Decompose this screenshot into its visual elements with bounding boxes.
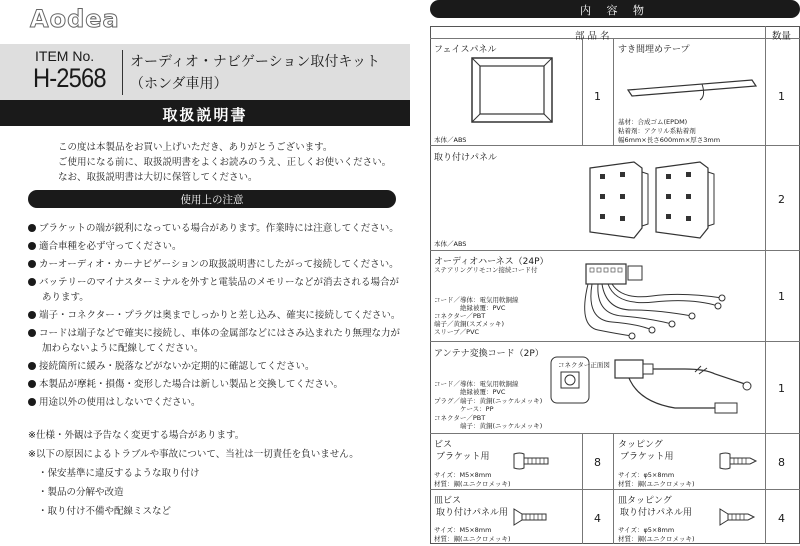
caution-item (28, 376, 343, 390)
part-name: 皿タッピング (618, 496, 672, 506)
part-quantity: 1 (778, 382, 785, 395)
table-line (430, 250, 800, 251)
caution-text: 端子・コネクター・プラグは奥までしっかりと差し込み、確実に接続してください。 (39, 310, 401, 321)
harness-spec: 絶縁被覆：PVC (434, 304, 506, 312)
item-code: H-2568 (33, 63, 106, 93)
connector-callout: コネクター正面図 (558, 361, 610, 369)
antenna-spec: プラグ／端子：黄銅(ニッケルメッキ) (434, 397, 543, 405)
flat-tapping-screw-image (718, 508, 758, 526)
column-header-quantity: 数量 (772, 31, 792, 42)
part-subname: ブラケット用 (436, 452, 490, 462)
brand-logo: Aodea (30, 5, 120, 33)
caution-item (28, 238, 182, 252)
part-size: サイズ：φ5×8mm (618, 526, 675, 534)
caution-item (28, 256, 399, 270)
caution-item (28, 325, 400, 339)
table-line (430, 489, 800, 490)
caution-text: ブラケットの端が鋭利になっている場合があります。作業時には注意してください。 (39, 223, 399, 234)
intro-line: この度は本製品をお買い上げいただき、ありがとうございます。 (58, 142, 333, 153)
product-subtitle: （ホンダ車用） (130, 76, 228, 92)
disclaimer-note: ※仕様・外観は予告なく変更する場合があります。 (28, 430, 245, 441)
harness-spec: 端子／黄銅(スズメッキ) (434, 320, 505, 328)
bullet-icon (28, 380, 36, 388)
part-subname: 取り付けパネル用 (620, 508, 693, 518)
column-header-parts: 部 品 名 (575, 31, 610, 42)
part-quantity: 8 (594, 456, 601, 469)
part-subname: 取り付けパネル用 (436, 508, 509, 518)
caution-text: コードは端子などで確実に接続し、車体の金属部などにはさみ込まれたり無理な力が (39, 328, 401, 339)
tape-image (622, 74, 762, 104)
part-material: 材質：鋼(ユニクロメッキ) (618, 535, 695, 543)
audio-harness-image (572, 258, 732, 340)
part-size: サイズ：M5×8mm (434, 526, 492, 534)
face-panel-image (470, 56, 554, 126)
table-line (430, 38, 800, 39)
table-line (430, 341, 800, 342)
caution-text: カーオーディオ・カーナビゲーションの取扱説明書にしたがって接続してください。 (39, 259, 399, 270)
bullet-icon (28, 362, 36, 370)
part-quantity: 8 (778, 456, 785, 469)
screw-image (512, 452, 552, 470)
bullet-icon (28, 398, 36, 406)
contents-title: 内 容 物 (580, 4, 650, 17)
antenna-spec: 端子：黄銅(ニッケルメッキ) (434, 422, 543, 430)
intro-line: なお、取扱説明書は大切に保管してください。 (58, 172, 258, 183)
product-title: オーディオ・ナビゲーション取付キット (130, 54, 381, 70)
caution-text: バッテリーのマイナスターミナルを外すと電装品のメモリーなどが消去される場合が (39, 277, 399, 288)
part-name: フェイスパネル (434, 45, 497, 55)
caution-continuation: あります。 (42, 292, 89, 303)
caution-text: 本製品が摩耗・損傷・変形した場合は新しい製品と交換してください。 (39, 379, 344, 390)
antenna-spec: ケース：PP (434, 405, 494, 413)
part-quantity: 4 (594, 512, 601, 525)
table-line (430, 145, 800, 146)
part-name: 皿ビス (434, 496, 462, 506)
part-size: サイズ：M5×8mm (434, 471, 492, 479)
caution-text: 用途以外の使用はしないでください。 (39, 397, 201, 408)
part-material: 本体／ABS (434, 240, 467, 248)
manual-title: 取扱説明書 (162, 106, 248, 124)
caution-item (28, 220, 399, 234)
antenna-spec: コネクター／PBT (434, 414, 486, 422)
title-divider (122, 50, 123, 95)
harness-spec: コネクター／PBT (434, 312, 486, 320)
part-quantity: 2 (778, 193, 785, 206)
disclaimer-sub: ・製品の分解や改造 (38, 487, 124, 498)
table-line (582, 433, 583, 544)
bullet-icon (28, 329, 36, 337)
bullet-icon (28, 224, 36, 232)
item-number-label: ITEM No. (35, 48, 95, 64)
part-size: サイズ：φ5×8mm (618, 471, 675, 479)
bullet-icon (28, 260, 36, 268)
tape-spec: 基材：合成ゴム(EPDM) (618, 118, 688, 126)
table-line (765, 26, 766, 544)
antenna-cord-image (595, 352, 765, 434)
caution-text: 接続箇所に緩み・脱落などがないか定期的に確認してください。 (39, 361, 315, 372)
bullet-icon (28, 311, 36, 319)
tapping-screw-image (718, 452, 758, 470)
caution-continuation: 加わらないように配線してください。 (42, 343, 204, 354)
table-line (613, 433, 614, 544)
part-name: ビス (434, 440, 453, 450)
caution-item (28, 307, 400, 321)
tape-spec: 粘着剤：アクリル系粘着剤 (618, 127, 696, 135)
antenna-spec: 絶縁被覆：PVC (434, 388, 506, 396)
part-subname: ステアリングリモコン接続コード付 (434, 266, 538, 274)
intro-line: ご使用になる前に、取扱説明書をよくお読みのうえ、正しくお使いください。 (58, 157, 392, 168)
part-material: 材質：鋼(ユニクロメッキ) (618, 480, 695, 488)
caution-item (28, 394, 201, 408)
antenna-spec: コード／導体：電気用軟銅線 (434, 380, 519, 388)
disclaimer-note: ※以下の原因によるトラブルや事故について、当社は一切責任を負いません。 (28, 449, 359, 460)
bullet-icon (28, 242, 36, 250)
bullet-icon (28, 278, 36, 286)
flat-screw-image (512, 508, 552, 526)
part-material: 材質：鋼(ユニクロメッキ) (434, 535, 511, 543)
mounting-panel-image (582, 158, 722, 244)
caution-item (28, 274, 399, 288)
caution-text: 適合車種を必ず守ってください。 (39, 241, 182, 252)
table-line (582, 38, 583, 145)
part-name: 取り付けパネル (434, 153, 498, 163)
part-quantity: 1 (778, 90, 785, 103)
harness-spec: スリーブ／PVC (434, 328, 480, 336)
part-name: すき間埋めテープ (618, 45, 690, 55)
caution-title: 使用上の注意 (180, 194, 244, 206)
harness-spec: コード／導体：電気用軟銅線 (434, 296, 519, 304)
part-name: アンテナ変換コード（2P） (434, 349, 544, 359)
table-line (613, 38, 614, 145)
disclaimer-sub: ・保安基準に違反するような取り付け (38, 468, 200, 479)
part-name: タッピング (618, 440, 663, 450)
part-material: 本体／ABS (434, 136, 467, 144)
disclaimer-sub: ・取り付け不備や配線ミスなど (38, 506, 172, 517)
part-subname: ブラケット用 (620, 452, 674, 462)
caution-item (28, 358, 315, 372)
part-quantity: 4 (778, 512, 785, 525)
part-quantity: 1 (594, 90, 601, 103)
part-quantity: 1 (778, 290, 785, 303)
part-material: 材質：鋼(ユニクロメッキ) (434, 480, 511, 488)
part-name: オーディオハーネス（24P） (434, 257, 549, 267)
tape-spec: 幅6mm×長さ600mm×厚さ3mm (618, 136, 721, 144)
